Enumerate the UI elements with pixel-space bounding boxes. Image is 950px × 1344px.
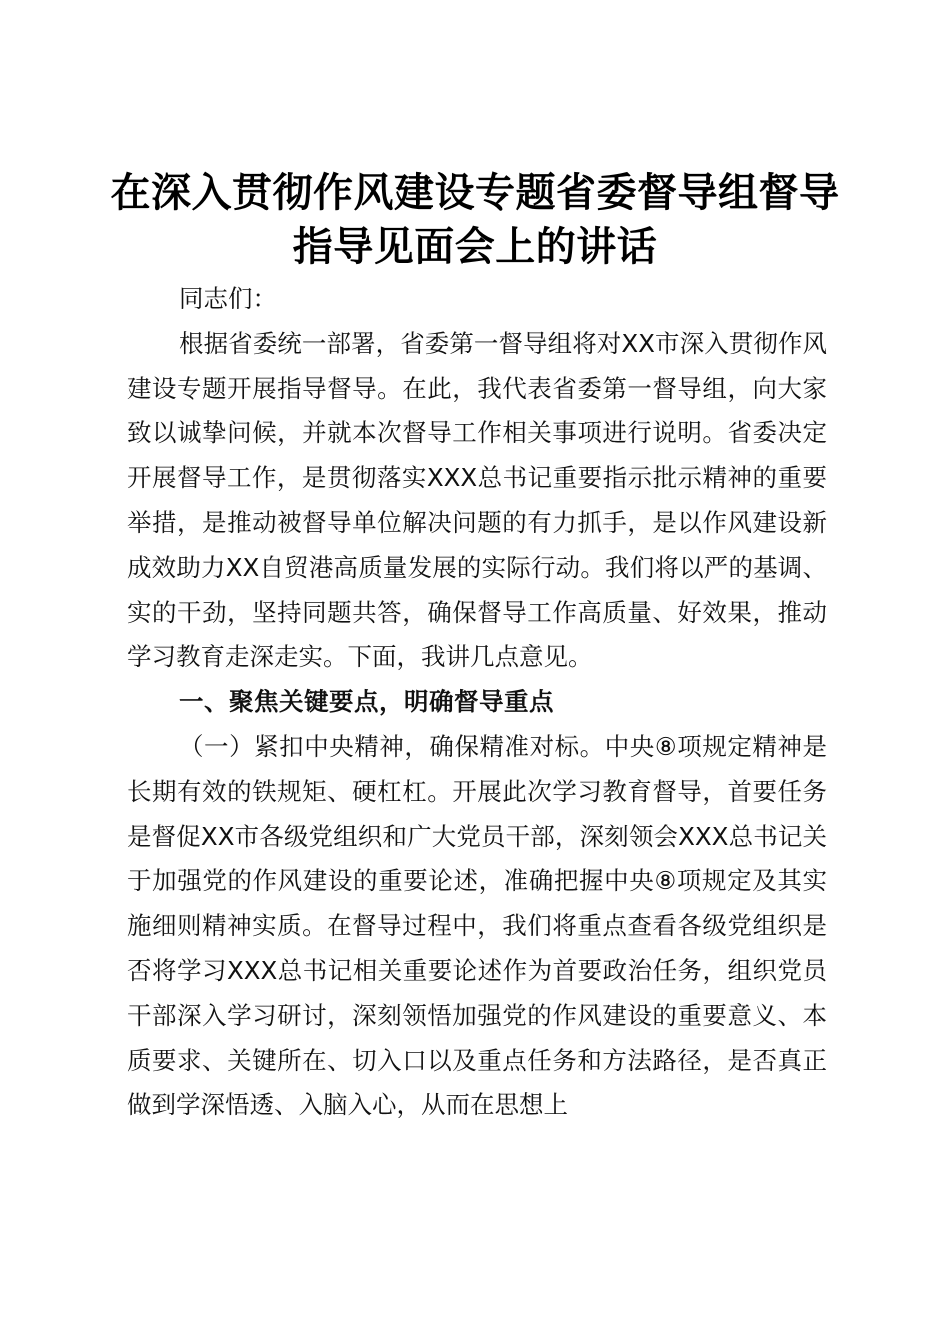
salutation: 同志们：: [179, 284, 277, 313]
document-body: [127, 277, 827, 1128]
section-heading: 一、聚焦关键要点，明确督导重点: [179, 687, 554, 717]
intro-paragraph: 根据省委统一部署，省委第一督导组将对XX市深入贯彻作风建设专题开展指导督导。在此，我代表省委第一督导组，向大家致以诚挚问候，并就本次督导工作相关事项进行说明。省委决定开展督导工作，是贯彻落实XXX总书记重要指示批示精神的重要举措，是推动被督导单位解决问题的有力抓手，是以作风建设新成效助力XX自贸港高质量发展的实际行动。我们将以严的基调、实的干劲，坚持同题共答，确保督导工作高质量、好效果，推动学习教育走深走实。下面，我讲几点意见。: [127, 328, 827, 672]
sub-paragraph: （一）紧扣中央精神，确保精准对标。中央⑧项规定精神是长期有效的铁规矩、硬杠杠。开展此次学习教育督导，首要任务是督促XX市各级党组织和广大党员干部，深刻领会XXX总书记关于加强党的作风建设的重要论述，准确把握中央⑧项规定及其实施细则精神实质。在督导过程中，我们将重点查看各级党组织是否将学习XXX总书记相关重要论述作为首要政治任务，组织党员干部深入学习研讨，深刻领悟加强党的作风建设的重要意义、本质要求、关键所在、切入口以及重点任务和方法路径，是否真正做到学深悟透、入脑入心，从而在思想上: [127, 731, 827, 1120]
document-title: 在深入贯彻作风建设专题省委督导组督导指导见面会上的讲话: [110, 170, 840, 270]
